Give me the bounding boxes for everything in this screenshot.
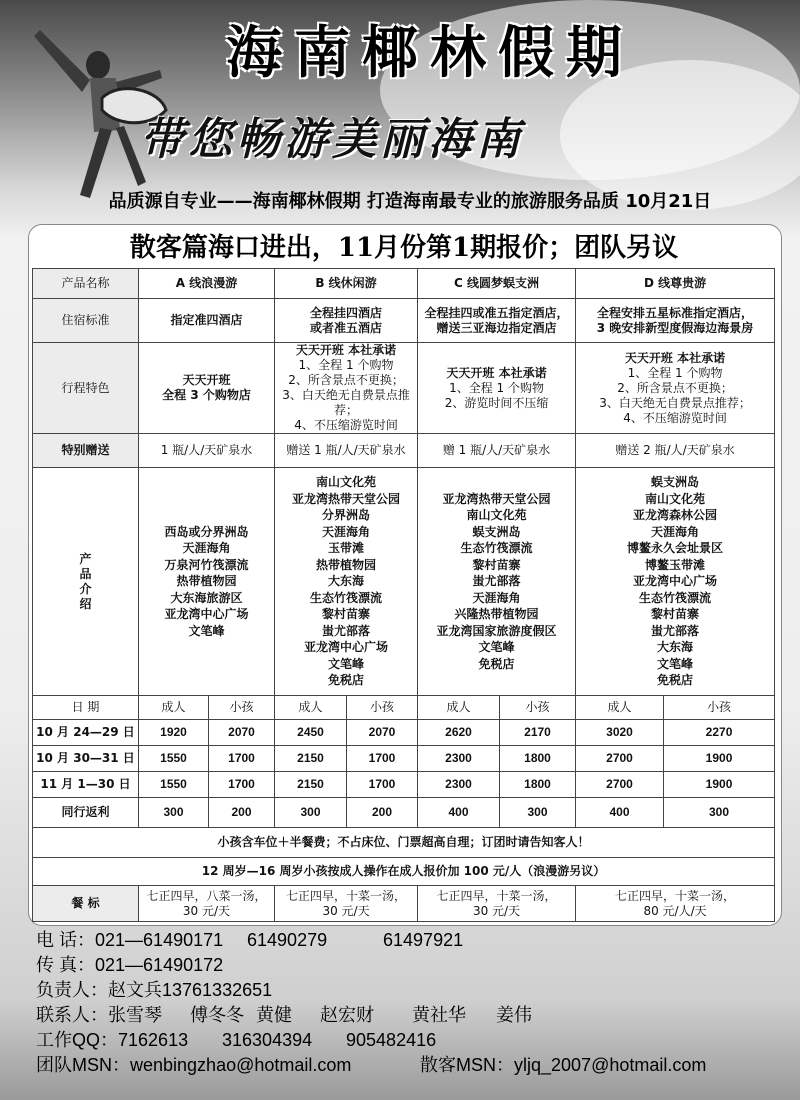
meal-cell [576,886,775,922]
attraction: 大东海旅游区 [170,590,243,605]
price-cell: 1920 [139,720,209,746]
qq-number[interactable]: 905482416 [346,1030,437,1050]
attraction: 南山文化苑 [645,491,706,506]
hotel-cell [139,299,275,343]
price-cell: 2300 [418,746,500,772]
meal-line: 30 元/天 [322,903,370,918]
rebate-cell: 400 [576,798,664,828]
product-list [418,468,576,696]
attraction: 蜈支洲岛 [472,524,521,539]
rebate-cell: 200 [209,798,275,828]
feature-line: 4、不压缩游览时间 [623,410,727,425]
rebate-cell: 400 [418,798,500,828]
label-feature: 行程特色 [33,343,139,434]
feature-line: 天天开班 [182,373,231,387]
route-header-row [33,269,775,299]
price-cell: 2300 [418,772,500,798]
retail-msn-email[interactable]: yljq_2007@hotmail.com [514,1055,707,1075]
msn-line [36,1053,786,1078]
price-cell: 2270 [664,720,775,746]
label-rebate: 同行返利 [33,798,139,828]
price-cell: 3020 [576,720,664,746]
qq-number[interactable]: 316304394 [222,1030,313,1050]
meal-line: 七正四早，十菜一汤， [615,888,736,903]
feature-cell [576,343,775,434]
phone-line [36,928,786,953]
product-row [33,468,775,696]
feature-line: 天天开班 本社承诺 [624,350,726,365]
product-intro-label: 产品介绍 [79,551,92,611]
meal-line: 30 元/天 [472,903,521,918]
fax-number: 021—61490172 [95,955,224,975]
label-meal: 餐 标 [33,886,139,922]
phone-number[interactable]: 61497921 [383,930,464,950]
feature-cell [275,343,418,434]
route-name: A 线浪漫游 [139,269,275,299]
attraction: 免税店 [478,656,515,671]
contact-person: 黄社华 [412,1005,466,1025]
rebate-cell: 300 [500,798,576,828]
manager-value: 赵文兵13761332651 [108,980,273,1000]
attraction: 黎村苗寨 [472,557,521,572]
gift-cell: 赠 1 瓶/人/天矿泉水 [418,434,576,468]
price-cell: 1700 [209,772,275,798]
product-list [275,468,418,696]
attraction: 分界洲岛 [322,508,371,523]
page-title: 海南椰林假期 [226,20,634,86]
attraction: 天涯海角 [651,524,700,539]
gift-cell: 赠送 1 瓶/人/天矿泉水 [275,434,418,468]
meal-cell [139,886,275,922]
attraction: 生态竹筏漂流 [460,541,533,556]
price-cell: 1550 [139,746,209,772]
child-header: 小孩 [209,696,275,720]
contact-person: 黄健 [256,1005,292,1025]
attraction: 免税店 [657,673,694,688]
label-product-name: 产品名称 [33,269,139,299]
hotel-cell [275,299,418,343]
price-cell: 1800 [500,746,576,772]
attraction: 亚龙湾热带天堂公园 [442,491,551,506]
attraction: 亚龙湾中心广场 [164,607,249,622]
price-cell: 2150 [275,772,347,798]
jumping-person-figure [20,10,170,200]
attraction: 南山文化苑 [466,508,527,523]
attraction: 亚龙湾国家旅游度假区 [436,623,557,638]
manager-label: 负责人： [36,980,108,1000]
label-date: 日 期 [33,696,139,720]
price-cell: 1900 [664,746,775,772]
price-cell: 1900 [664,772,775,798]
hotel-line: 全程安排五星标准指定酒店， [597,305,754,320]
qq-line [36,1028,786,1053]
contact-block [36,928,786,1078]
slogan-line: 品质源自专业——海南椰林假期 打造海南最专业的旅游服务品质 10月21日 [108,191,712,212]
child-header: 小孩 [500,696,576,720]
price-date: 10 月 24—29 日 [33,720,139,746]
attraction: 博鳌永久会址景区 [627,541,724,556]
meal-cell [418,886,576,922]
fax-line [36,953,786,978]
attraction: 天涯海角 [182,541,231,556]
rebate-row [33,798,775,828]
attraction: 亚龙湾中心广场 [633,574,718,589]
route-name: D 线尊贵游 [576,269,775,299]
label-product-intro [33,468,139,696]
attraction: 文笔峰 [188,623,225,638]
attraction: 万泉河竹筏漂流 [164,557,249,572]
gift-cell: 赠送 2 瓶/人/天矿泉水 [576,434,775,468]
note-teen-price: 12 周岁—16 周岁小孩按成人操作在成人报价加 100 元/人（浪漫游另议） [33,858,775,886]
meal-line: 80 元/人/天 [643,903,707,918]
contact-person: 姜伟 [496,1005,532,1025]
route-name: B 线休闲游 [275,269,418,299]
gift-row [33,434,775,468]
hotel-line: 赠送三亚海边指定酒店 [436,320,557,335]
attraction: 蚩尤部落 [322,623,371,638]
attraction: 博鳌玉带滩 [645,557,706,572]
product-list [139,468,275,696]
price-cell: 1800 [500,772,576,798]
rebate-cell: 300 [139,798,209,828]
feature-line: 3、白天绝无自费景点推荐； [599,395,751,410]
hotel-cell [576,299,775,343]
contact-person: 傅冬冬 [190,1005,244,1025]
rebate-cell: 200 [347,798,418,828]
adult-header: 成人 [576,696,664,720]
hotel-line: 或者准五酒店 [310,320,383,335]
attraction: 热带植物园 [176,574,237,589]
attraction: 西岛或分界洲岛 [164,524,249,539]
feature-line: 2、所含景点不更换； [617,380,733,395]
child-header: 小孩 [347,696,418,720]
attraction: 蜈支洲岛 [651,475,700,490]
note-row [33,858,775,886]
feature-line: 天天开班 本社承诺 [295,343,397,357]
hotel-cell [418,299,576,343]
feature-line: 天天开班 本社承诺 [446,365,547,380]
rebate-cell: 300 [664,798,775,828]
attraction: 热带植物园 [316,557,377,572]
feature-line: 2、所含景点不更换； [288,373,404,387]
attraction: 亚龙湾森林公园 [633,508,718,523]
feature-line: 1、全程 1 个购物 [449,380,544,395]
meal-line: 七正四早，八菜一汤， [146,888,267,903]
price-row [33,772,775,798]
feature-line: 1、全程 1 个购物 [627,365,723,380]
qq-number[interactable]: 7162613 [118,1030,189,1050]
contact-person: 赵宏财 [320,1005,374,1025]
page-subtitle: 带您畅游美丽海南 [140,114,524,165]
rebate-cell: 300 [275,798,347,828]
hotel-line: 全程挂四酒店 [310,305,383,320]
price-cell: 1700 [347,746,418,772]
attraction: 天涯海角 [472,590,521,605]
price-cell: 2070 [209,720,275,746]
product-list [576,468,775,696]
attraction: 亚龙湾热带天堂公园 [292,491,401,506]
label-hotel: 住宿标准 [33,299,139,343]
price-cell: 2070 [347,720,418,746]
attraction: 蚩尤部落 [472,574,521,589]
meal-cell [275,886,418,922]
adult-header: 成人 [139,696,209,720]
fax-label: 传 真： [36,955,96,975]
meal-line: 七正四早，十菜一汤， [436,888,557,903]
price-date: 11 月 1—30 日 [33,772,139,798]
manager-line [36,978,786,1003]
adult-header: 成人 [418,696,500,720]
price-cell: 1700 [347,772,418,798]
phone-label: 电 话： [36,930,96,950]
hotel-line: 指定准四酒店 [170,313,243,327]
feature-line: 3、白天绝无自费景点推荐； [282,388,410,417]
hotel-row [33,299,775,343]
route-price-table [32,268,775,922]
price-cell: 2450 [275,720,347,746]
price-cell: 2700 [576,746,664,772]
feature-cell [139,343,275,434]
feature-line: 2、游览时间不压缩 [444,395,549,410]
gift-cell: 1 瓶/人/天矿泉水 [139,434,275,468]
attraction: 免税店 [328,673,365,688]
note-child-fee: 小孩含车位＋半餐费；不占床位、门票超高自理；订团时请告知客人！ [33,828,775,858]
hotel-line: 全程挂四或准五指定酒店， [424,305,569,320]
attraction: 蚩尤部落 [651,623,700,638]
attraction: 亚龙湾中心广场 [304,640,389,655]
price-header-row [33,696,775,720]
price-cell: 2150 [275,746,347,772]
feature-line: 4、不压缩游览时间 [294,418,398,432]
contacts-label: 联系人： [36,1005,108,1025]
meal-line: 七正四早，十菜一汤， [286,888,407,903]
attraction: 大东海 [657,640,694,655]
meal-row [33,886,775,922]
attraction: 黎村苗寨 [651,607,700,622]
price-row [33,746,775,772]
route-name: C 线圆梦蜈支洲 [418,269,576,299]
price-row [33,720,775,746]
price-cell: 2620 [418,720,500,746]
feature-row [33,343,775,434]
team-msn-email[interactable]: wenbingzhao@hotmail.com [130,1055,352,1075]
attraction: 大东海 [328,574,365,589]
phone-number[interactable]: 021—61490171 [95,930,224,950]
attraction: 生态竹筏漂流 [310,590,383,605]
feature-line: 1、全程 1 个购物 [298,358,394,372]
price-cell: 2170 [500,720,576,746]
adult-header: 成人 [275,696,347,720]
attraction: 文笔峰 [478,640,515,655]
attraction: 黎村苗寨 [322,607,371,622]
price-cell: 1700 [209,746,275,772]
attraction: 文笔峰 [657,656,694,671]
phone-number[interactable]: 61490279 [247,930,328,950]
contact-person: 张雪琴 [108,1005,162,1025]
feature-line: 全程 3 个购物店 [162,388,251,402]
price-cell: 1550 [139,772,209,798]
team-msn-label: 团队MSN： [36,1055,130,1075]
hotel-line: 3 晚安排新型度假海边海景房 [596,320,754,335]
contacts-line [36,1003,786,1028]
attraction: 兴隆热带植物园 [454,607,539,622]
label-gift: 特别赠送 [33,434,139,468]
price-date: 10 月 30—31 日 [33,746,139,772]
attraction: 玉带滩 [328,541,365,556]
attraction: 南山文化苑 [316,475,377,490]
price-cell: 2700 [576,772,664,798]
attraction: 天涯海角 [322,524,371,539]
meal-line: 30 元/天 [182,903,231,918]
attraction: 生态竹筏漂流 [639,590,712,605]
feature-cell [418,343,576,434]
retail-msn-label: 散客MSN： [420,1055,514,1075]
attraction: 文笔峰 [328,656,365,671]
panel-title: 散客篇海口进出，11月份第1期报价；团队另议 [129,233,679,263]
child-header: 小孩 [664,696,775,720]
qq-label: 工作QQ： [36,1030,119,1050]
note-row [33,828,775,858]
